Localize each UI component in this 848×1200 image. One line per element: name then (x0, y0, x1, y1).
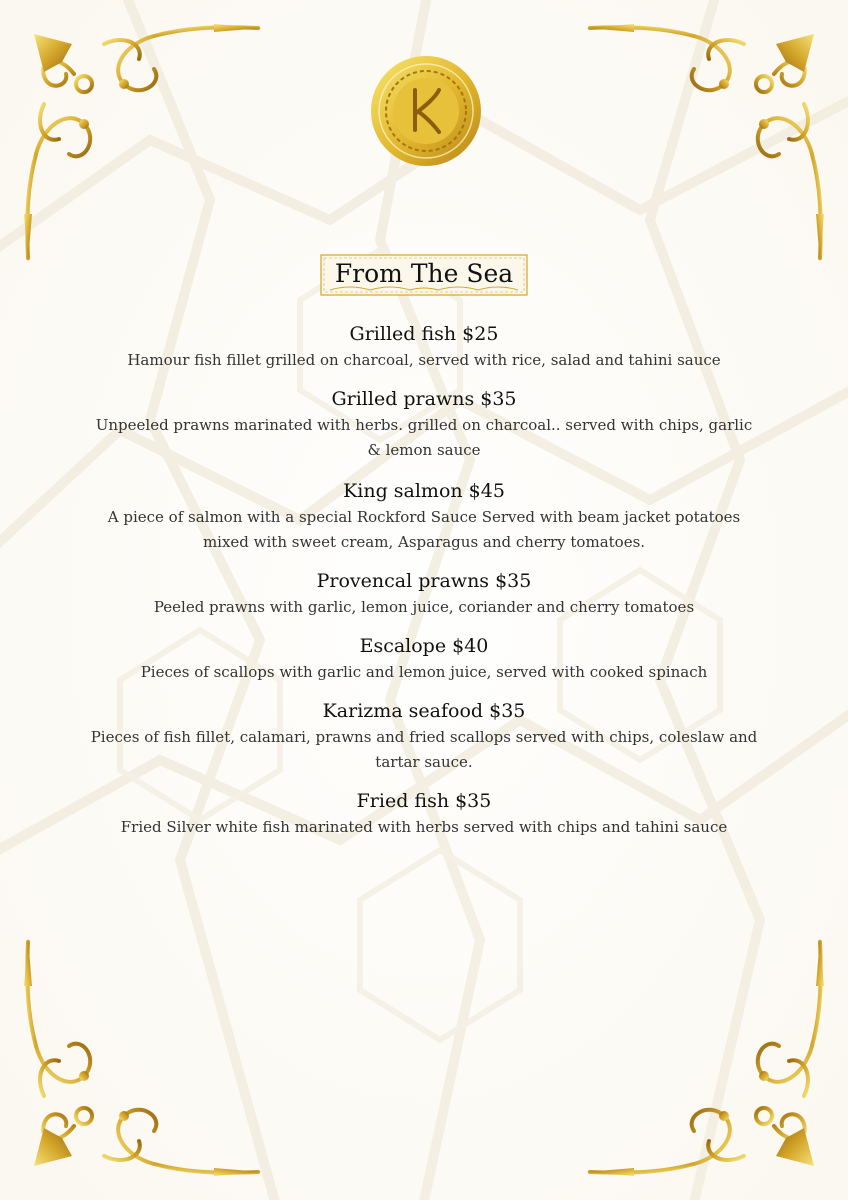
menu-item (70, 787, 778, 840)
menu-item-title: Provencal prawns $35 (316, 570, 532, 592)
menu-item (70, 477, 778, 555)
menu-item-title: Karizma seafood $35 (322, 700, 526, 722)
menu-item-title: Grilled prawns $35 (331, 388, 517, 410)
menu-item-title: Grilled fish $25 (349, 323, 499, 345)
section-heading (320, 254, 528, 296)
menu-item-title: Fried fish $35 (356, 790, 492, 812)
menu-item (70, 385, 778, 463)
gold-filigree-corner-icon (14, 926, 274, 1186)
gold-filigree-corner-icon (574, 926, 834, 1186)
menu-item-description: Peeled prawns with garlic, lemon juice, coriander and cherry tomatoes (153, 598, 695, 616)
section-title: From The Sea (334, 259, 514, 288)
menu-items-list (70, 320, 778, 852)
menu-item-title: Escalope $40 (359, 635, 489, 657)
menu-item-description: Hamour fish fillet grilled on charcoal, served with rice, salad and tahini sauce (127, 351, 721, 369)
menu-item (70, 632, 778, 685)
menu-item-description: Pieces of scallops with garlic and lemon juice, served with cooked spinach (140, 663, 708, 681)
menu-item-description: Pieces of fish fillet, calamari, prawns and fried scallops served with chips, coleslaw and tartar sauce. (90, 728, 758, 771)
gold-filigree-corner-icon (574, 14, 834, 274)
menu-item (70, 567, 778, 620)
restaurant-monogram-logo-icon (369, 54, 483, 168)
menu-item-title: King salmon $45 (343, 480, 505, 502)
menu-item-description: Unpeeled prawns marinated with herbs. grilled on charcoal.. served with chips, garlic & lemon sauce (95, 416, 753, 459)
menu-item (70, 320, 778, 373)
menu-item-description: A piece of salmon with a special Rockford Sauce Served with beam jacket potatoes mixed with sweet cream, Asparagus and cherry tomatoes. (107, 508, 741, 551)
menu-item-description: Fried Silver white fish marinated with herbs served with chips and tahini sauce (120, 818, 728, 836)
gold-filigree-corner-icon (14, 14, 274, 274)
menu-item (70, 697, 778, 775)
